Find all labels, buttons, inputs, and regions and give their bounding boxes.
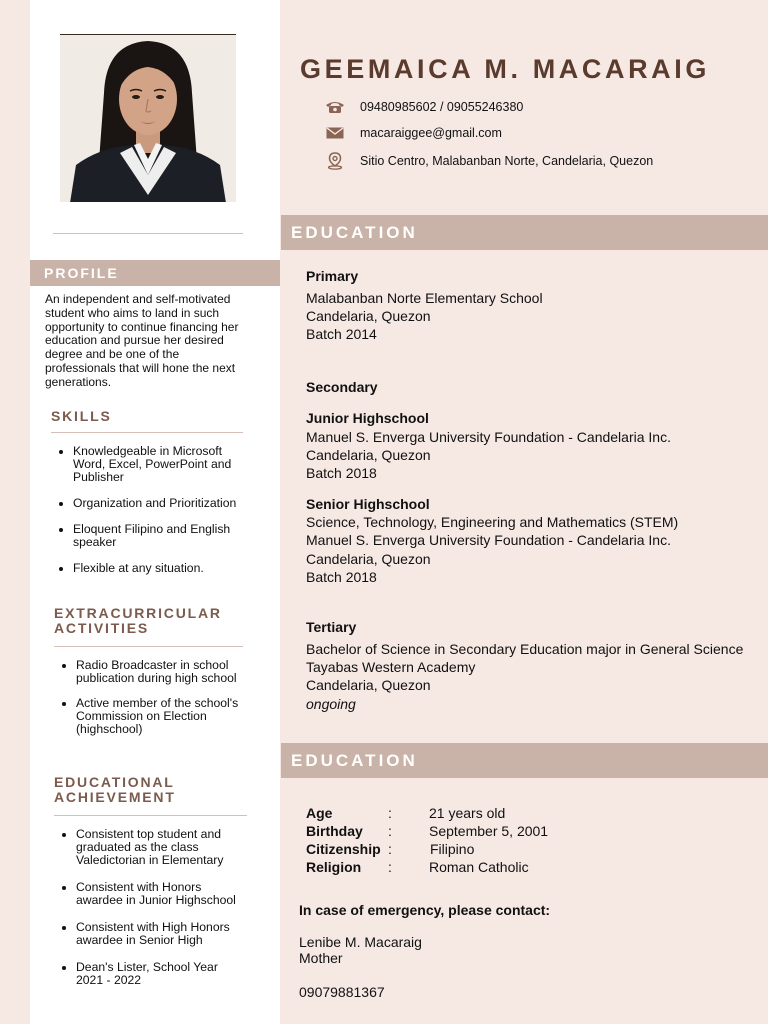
primary-school: Malabanban Norte Elementary School bbox=[306, 290, 543, 306]
emergency-contact-name: Lenibe M. Macaraig bbox=[299, 934, 422, 950]
junior-school: Manuel S. Enverga University Foundation - Candelaria Inc. bbox=[306, 429, 671, 445]
location-icon bbox=[325, 153, 345, 169]
tertiary-status: ongoing bbox=[306, 696, 356, 712]
phone-text: 09480985602 / 09055246380 bbox=[360, 100, 524, 114]
tertiary-course: Bachelor of Science in Secondary Education major in General Science bbox=[306, 641, 744, 657]
profile-line: education and pursue her desired bbox=[45, 333, 224, 348]
mail-icon bbox=[325, 125, 345, 141]
photo-divider bbox=[53, 233, 243, 234]
senior-strand: Science, Technology, Engineering and Mathematics (STEM) bbox=[306, 514, 679, 530]
tertiary-school: Tayabas Western Academy bbox=[306, 659, 476, 675]
senior-label: Senior Highschool bbox=[306, 496, 430, 512]
junior-place: Candelaria, Quezon bbox=[306, 447, 431, 463]
contact-email bbox=[325, 123, 502, 143]
list-item: Organization and Prioritization bbox=[59, 497, 269, 510]
contact-address bbox=[325, 151, 653, 171]
skills-divider bbox=[51, 432, 243, 433]
achievement-heading: EDUCATIONAL ACHIEVEMENT bbox=[54, 774, 176, 805]
phone-icon bbox=[325, 99, 345, 115]
tertiary-place: Candelaria, Quezon bbox=[306, 677, 431, 693]
extracurricular-list bbox=[62, 659, 272, 736]
profile-text bbox=[45, 293, 267, 390]
senior-place: Candelaria, Quezon bbox=[306, 551, 431, 567]
contact-phone bbox=[325, 97, 523, 117]
list-item: Dean's Lister, School Year 2021 - 2022 bbox=[62, 961, 272, 987]
profile-line: generations. bbox=[45, 374, 112, 389]
skills-heading: SKILLS bbox=[51, 408, 112, 424]
tertiary-label: Tertiary bbox=[306, 619, 357, 635]
achievement-list bbox=[62, 828, 272, 987]
emergency-label: In case of emergency, please contact: bbox=[299, 902, 551, 918]
emergency-contact-number: 09079881367 bbox=[299, 984, 385, 1000]
email-text[interactable]: macaraiggee@gmail.com bbox=[360, 126, 502, 140]
primary-batch: Batch 2014 bbox=[306, 326, 377, 342]
resume-name: GEEMAICA M. MACARAIG bbox=[300, 54, 710, 84]
emergency-contact-relation: Mother bbox=[299, 950, 343, 966]
profile-line: student who aims to land in such bbox=[45, 305, 220, 320]
skills-list bbox=[59, 445, 269, 575]
personal-heading: EDUCATION bbox=[281, 743, 768, 778]
profile-line: An independent and self-motivated bbox=[45, 292, 231, 306]
list-item: Knowledgeable in Microsoft Word, Excel, PowerPoint and Publisher bbox=[59, 445, 269, 484]
junior-batch: Batch 2018 bbox=[306, 465, 377, 481]
list-item: Consistent top student and graduated as the class Valedictorian in Elementary bbox=[62, 828, 272, 867]
profile-photo bbox=[60, 34, 236, 202]
primary-label: Primary bbox=[306, 268, 359, 284]
achievement-divider bbox=[54, 815, 247, 816]
list-item: Radio Broadcaster in school publication during high school bbox=[62, 659, 272, 685]
secondary-label: Secondary bbox=[306, 379, 378, 395]
address-text: Sitio Centro, Malabanban Norte, Candelaria, Quezon bbox=[360, 154, 654, 168]
extracurricular-divider bbox=[54, 646, 243, 647]
junior-label: Junior Highschool bbox=[306, 410, 429, 426]
profile-line: professionals that will hone the next bbox=[45, 360, 236, 375]
primary-place: Candelaria, Quezon bbox=[306, 308, 431, 324]
education-heading: EDUCATION bbox=[281, 215, 768, 250]
extracurricular-heading: EXTRACURRICULAR ACTIVITIES bbox=[54, 605, 222, 636]
list-item: Active member of the school's Commission on Election (highschool) bbox=[62, 697, 272, 736]
list-item: Consistent with Honors awardee in Junior Highschool bbox=[62, 881, 272, 907]
senior-batch: Batch 2018 bbox=[306, 569, 377, 585]
profile-line: degree and be one of the bbox=[45, 347, 180, 362]
list-item: Eloquent Filipino and English speaker bbox=[59, 523, 269, 549]
profile-heading: PROFILE bbox=[30, 260, 280, 286]
list-item: Flexible at any situation. bbox=[59, 562, 269, 575]
list-item: Consistent with High Honors awardee in Senior High bbox=[62, 921, 272, 947]
senior-school: Manuel S. Enverga University Foundation - Candelaria Inc. bbox=[306, 532, 671, 548]
profile-line: opportunity to continue financing her bbox=[45, 319, 239, 334]
